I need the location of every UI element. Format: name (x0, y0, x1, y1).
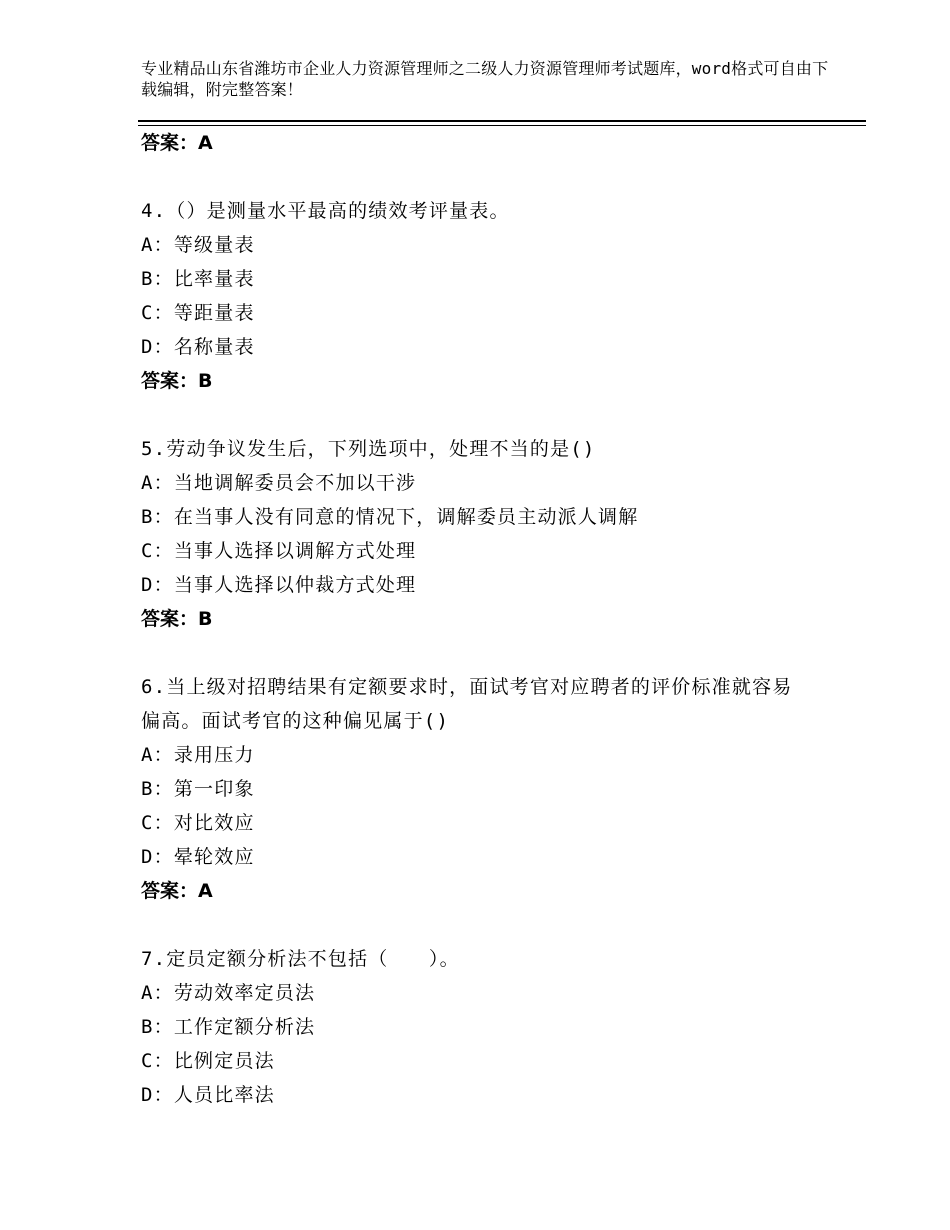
question-item (141, 942, 841, 1112)
answer-line: 答案：A (141, 880, 213, 902)
option-b: B：比率量表 (141, 268, 255, 290)
option-c: C：对比效应 (141, 812, 255, 834)
question-stem: 4.（）是测量水平最高的绩效考评量表。 (141, 200, 510, 222)
option-b: B：第一印象 (141, 778, 255, 800)
option-d: D：晕轮效应 (141, 846, 255, 868)
answer-line: 答案：B (141, 370, 213, 392)
document-header: 专业精品山东省潍坊市企业人力资源管理师之二级人力资源管理师考试题库，word格式可自由下载编辑，附完整答案！ (141, 59, 829, 99)
option-c: C：当事人选择以调解方式处理 (141, 540, 417, 562)
question-item (141, 194, 841, 398)
question-stem: 5.劳动争议发生后，下列选项中，处理不当的是() (141, 438, 596, 460)
question-item (141, 432, 841, 636)
question-stem: 7.定员定额分析法不包括（ ）。 (141, 948, 460, 970)
option-a: A：劳动效率定员法 (141, 982, 316, 1004)
answer-line: 答案：B (141, 608, 213, 630)
option-d: D：当事人选择以仲裁方式处理 (141, 574, 417, 596)
option-a: A：等级量表 (141, 234, 255, 256)
option-c: C：比例定员法 (141, 1050, 275, 1072)
option-d: D：人员比率法 (141, 1084, 275, 1106)
question-list (141, 126, 841, 1112)
question-item (141, 670, 841, 908)
option-a: A：录用压力 (141, 744, 255, 766)
option-a: A：当地调解委员会不加以干涉 (141, 472, 417, 494)
header-divider-thick (138, 120, 866, 122)
option-b: B：在当事人没有同意的情况下，调解委员主动派人调解 (141, 506, 639, 528)
option-d: D：名称量表 (141, 336, 255, 358)
question-stem: 6.当上级对招聘结果有定额要求时，面试考官对应聘者的评价标准就容易偏高。面试考官的这种偏见属于() (141, 676, 793, 732)
option-c: C：等距量表 (141, 302, 255, 324)
option-b: B：工作定额分析法 (141, 1016, 316, 1038)
answer-line: 答案：A (141, 132, 213, 154)
